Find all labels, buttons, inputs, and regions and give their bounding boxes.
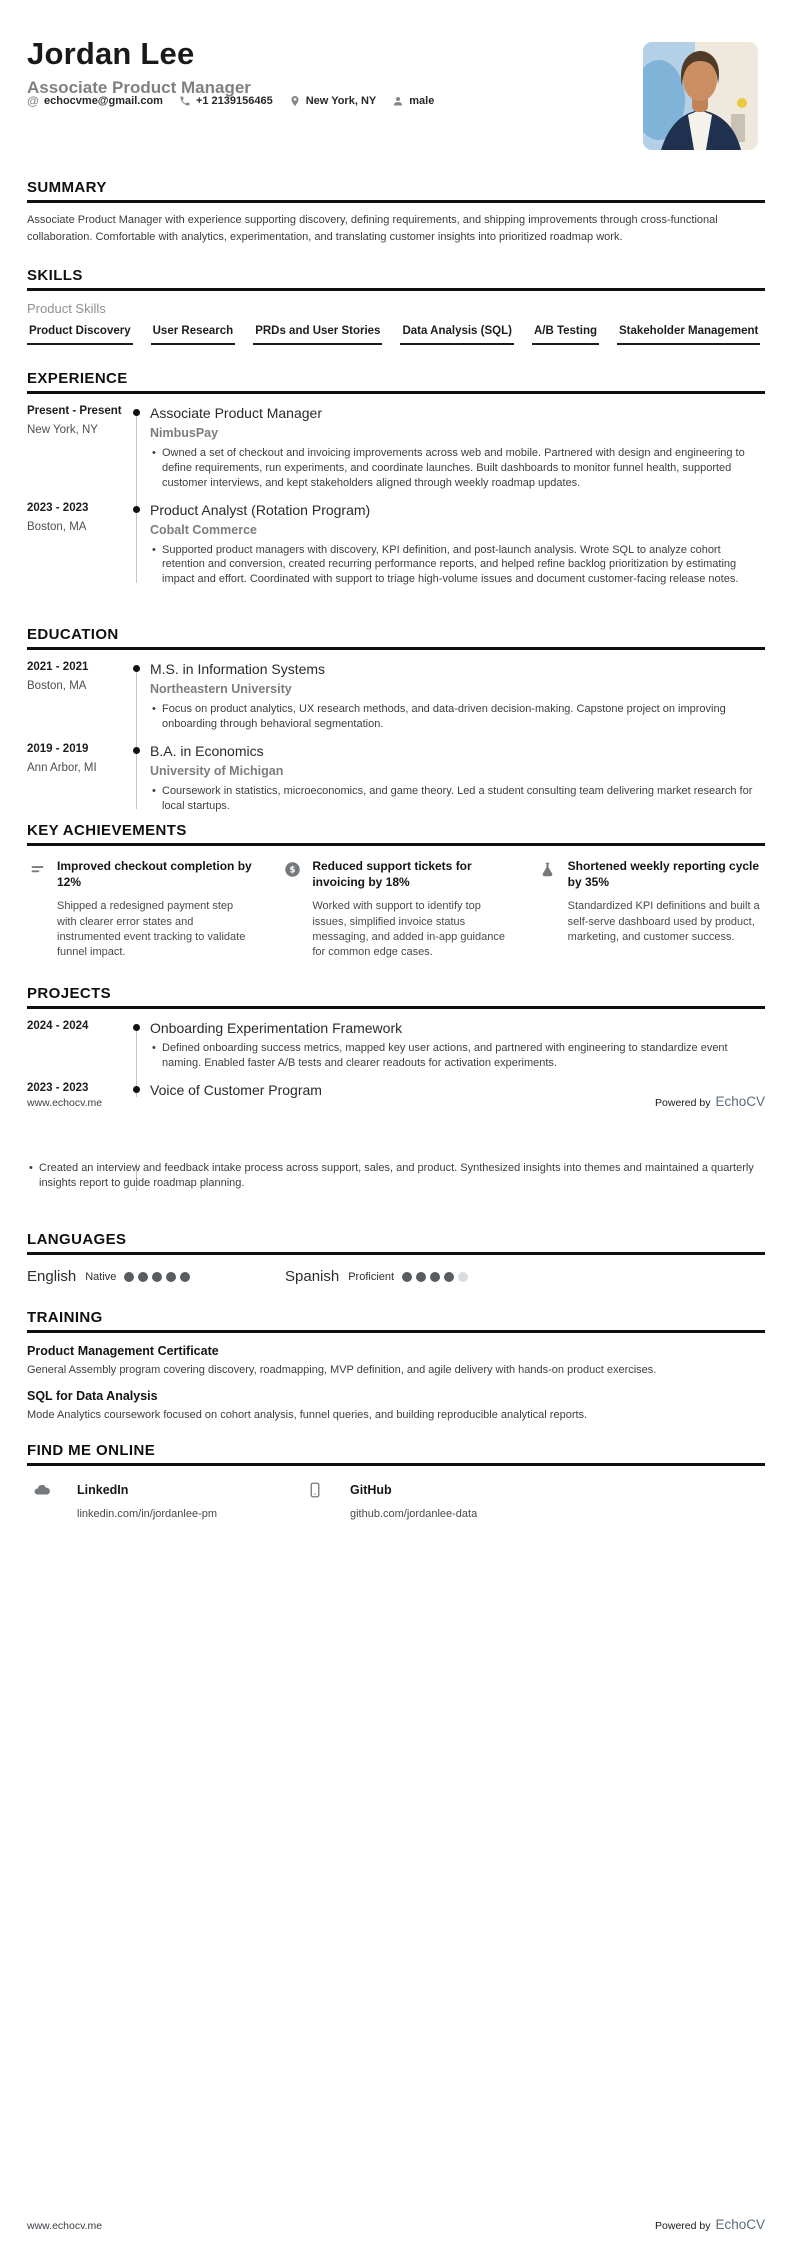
gender-item	[392, 95, 434, 107]
experience-timeline	[27, 405, 765, 589]
achievements-grid	[27, 859, 765, 961]
training-text: Mode Analytics coursework focused on cohort analysis, funnel queries, and building reproducible analytical reports.	[27, 1409, 588, 1422]
dot-filled	[430, 1272, 440, 1282]
language-item	[27, 1268, 285, 1285]
education-degree: B.A. in Economics	[150, 742, 264, 759]
online-item-linkedin	[27, 1481, 300, 1520]
footer-website-link[interactable]: www.echocv.me	[27, 2220, 103, 2232]
skills-row	[27, 325, 765, 345]
person-icon	[392, 95, 404, 107]
phone-text: +1 2139156465	[195, 95, 273, 107]
language-item	[285, 1268, 543, 1285]
email-link[interactable]	[27, 95, 163, 107]
online-heading: FIND ME ONLINE	[27, 1442, 156, 1459]
section-summary	[27, 179, 765, 246]
experience-role: Associate Product Manager	[150, 405, 322, 421]
skill-chip: PRDs and User Stories	[253, 325, 382, 345]
github-url-link[interactable]: github.com/jordanlee-data	[350, 1508, 478, 1520]
skill-chip: Stakeholder Management	[617, 325, 760, 345]
achievement-title: Shortened weekly reporting cycle by 35%	[567, 859, 760, 889]
achievement-item	[282, 859, 509, 961]
training-name: Product Management Certificate	[27, 1344, 219, 1358]
language-dots	[124, 1272, 190, 1282]
achievement-text: Standardized KPI definitions and built a self-serve dashboard used by product, marketing, and customer success.	[567, 900, 760, 943]
section-skills	[27, 267, 765, 345]
experience-location: New York, NY	[27, 424, 98, 436]
achievement-title: Improved checkout completion by 12%	[57, 859, 252, 889]
education-location: Boston, MA	[27, 680, 87, 692]
contact-row	[27, 95, 434, 107]
at-icon: @	[27, 94, 39, 108]
resume-page-2	[0, 1123, 794, 2246]
section-experience	[27, 370, 765, 598]
dot-filled	[138, 1272, 148, 1282]
email-text: echocvme@gmail.com	[44, 95, 163, 107]
dot-filled	[402, 1272, 412, 1282]
language-dots	[402, 1272, 468, 1282]
section-rule	[27, 647, 765, 650]
skills-heading: SKILLS	[27, 267, 83, 284]
page-footer	[27, 1094, 765, 1109]
section-achievements	[27, 822, 765, 961]
skill-chip: Data Analysis (SQL)	[400, 325, 514, 345]
dot-filled	[124, 1272, 134, 1282]
profile-photo	[643, 42, 758, 150]
section-education	[27, 626, 765, 824]
linkedin-url-link[interactable]: linkedin.com/in/jordanlee-pm	[77, 1508, 218, 1520]
dot-filled	[180, 1272, 190, 1282]
gender-text: male	[409, 95, 435, 107]
timeline-line	[136, 669, 137, 809]
location-item	[289, 95, 377, 107]
education-bullet: • Focus on product analytics, UX research methods, and data-driven decision-making. Capstone project on improving onboarding through behavioral segmentation.	[150, 702, 765, 732]
education-timeline	[27, 661, 765, 815]
experience-company: Cobalt Commerce	[150, 522, 257, 537]
dot-filled	[152, 1272, 162, 1282]
summary-heading: SUMMARY	[27, 179, 107, 196]
project-date: 2024 - 2024	[27, 1020, 89, 1032]
training-item	[27, 1389, 765, 1423]
training-item	[27, 1344, 765, 1378]
location-text: New York, NY	[305, 95, 377, 107]
education-degree: M.S. in Information Systems	[150, 661, 326, 677]
languages-row	[27, 1268, 765, 1285]
location-pin-icon	[289, 95, 301, 107]
online-label: GitHub	[350, 1483, 392, 1497]
training-name: SQL for Data Analysis	[27, 1389, 158, 1404]
experience-entry	[27, 502, 765, 590]
page-footer	[27, 2217, 765, 2232]
achievement-item	[27, 859, 254, 961]
online-grid	[27, 1481, 765, 1520]
section-rule	[27, 288, 765, 291]
footer-website-link[interactable]: www.echocv.me	[27, 1097, 103, 1109]
svg-text:$: $	[289, 865, 296, 876]
skills-group-label: Product Skills	[27, 301, 106, 316]
projects-heading: PROJECTS	[27, 985, 112, 1002]
project-bullet: • Created an interview and feedback intake process across support, sales, and product. Synthesized insights into themes and maintained a quarterly insights report to guide roadmap planning.	[27, 1161, 765, 1191]
experience-date: 2023 - 2023	[27, 501, 89, 514]
experience-role: Product Analyst (Rotation Program)	[150, 501, 371, 518]
flask-icon	[538, 859, 558, 878]
section-rule	[27, 200, 765, 203]
language-level: Proficient	[348, 1270, 395, 1283]
phone-icon	[179, 95, 191, 107]
dot-filled	[166, 1272, 176, 1282]
summary-text: Associate Product Manager with experience supporting discovery, defining requirements, and shipping improvements through cross-functional collaboration. Comfortable with analytics, experimentation, and translating customer insights into prioritized roadmap work.	[27, 214, 718, 244]
project-entry	[27, 1020, 765, 1073]
achievement-text: Worked with support to identify top issues, simplified invoice status messaging, and added in-app guidance for common edge cases.	[312, 900, 505, 959]
languages-heading: LANGUAGES	[27, 1231, 127, 1248]
education-school: University of Michigan	[150, 763, 284, 778]
project-name: Onboarding Experimentation Framework	[150, 1020, 403, 1036]
skill-chip: User Research	[151, 325, 236, 345]
education-heading: EDUCATION	[27, 626, 119, 643]
online-item-github	[300, 1481, 765, 1520]
powered-by-label: Powered by	[655, 2220, 711, 2232]
education-date: 2021 - 2021	[27, 661, 89, 673]
dollar-icon	[282, 859, 302, 878]
experience-bullet: • Owned a set of checkout and invoicing improvements across web and mobile. Partnered with design and engineering to define requirements, run experiments, and coordinate launches. Built dashboards to monitor funnel health, supported customer interviews, and kept stakeholders aligned through weekly roadmap updates.	[150, 446, 765, 491]
lines-icon	[27, 859, 47, 878]
experience-location: Boston, MA	[27, 520, 87, 533]
training-heading: TRAINING	[27, 1309, 103, 1326]
phone-link[interactable]	[179, 95, 273, 107]
experience-entry	[27, 405, 765, 493]
project-name: Voice of Customer Program	[150, 1081, 322, 1098]
skill-chip: A/B Testing	[532, 325, 599, 345]
smartphone-icon	[300, 1481, 330, 1499]
section-rule	[27, 1252, 765, 1255]
candidate-title: Associate Product Manager	[27, 78, 251, 97]
section-rule	[27, 1006, 765, 1009]
education-school: Northeastern University	[150, 682, 292, 696]
online-label: LinkedIn	[77, 1483, 129, 1497]
training-text: General Assembly program covering discovery, roadmapping, MVP definition, and agile delivery with hands-on product exercises.	[27, 1364, 657, 1376]
achievement-item	[538, 859, 765, 961]
language-name: Spanish	[285, 1268, 340, 1285]
language-name: English	[27, 1268, 77, 1285]
project-bullet: • Defined onboarding success metrics, mapped key user actions, and partnered with engineering to standardize event naming. Enabled faster A/B tests and clearer readouts for activation experiments.	[150, 1041, 765, 1071]
dot-empty	[458, 1272, 468, 1282]
education-entry	[27, 743, 765, 816]
education-bullet: • Coursework in statistics, microeconomics, and game theory. Led a student consulting team delivering market research for local startups.	[150, 784, 765, 814]
projects-timeline	[27, 1020, 765, 1103]
powered-by-label: Powered by	[655, 1097, 711, 1109]
cloud-icon	[27, 1481, 57, 1499]
achievement-text: Shipped a redesigned payment step with clearer error states and instrumented event tracking to validate funnel impact.	[57, 900, 246, 959]
experience-company: NimbusPay	[150, 426, 219, 440]
echocv-brand-link[interactable]: EchoCV	[715, 2217, 765, 2232]
echocv-brand-link[interactable]: EchoCV	[715, 1094, 765, 1109]
section-languages	[27, 1231, 765, 1285]
section-rule	[27, 1463, 765, 1466]
education-date: 2019 - 2019	[27, 742, 89, 755]
section-projects	[27, 985, 765, 1112]
achievement-title: Reduced support tickets for invoicing by 18%	[312, 859, 472, 889]
experience-heading: EXPERIENCE	[27, 370, 128, 387]
project-continuation	[27, 1161, 765, 1191]
skill-chip: Product Discovery	[27, 325, 133, 345]
experience-date: Present - Present	[27, 405, 122, 417]
section-training	[27, 1309, 765, 1424]
section-rule	[27, 843, 765, 846]
project-date: 2023 - 2023	[27, 1081, 89, 1094]
language-level: Native	[85, 1270, 117, 1283]
section-find-me-online	[27, 1442, 765, 1520]
dot-filled	[416, 1272, 426, 1282]
achievements-heading: KEY ACHIEVEMENTS	[27, 822, 187, 839]
candidate-name: Jordan Lee	[27, 36, 195, 71]
experience-bullet: • Supported product managers with discovery, KPI definition, and post-launch analysis. Wrote SQL to analyze cohort retention and conversion, created recurring performance reports, and helped refine backlog prioritization by estimating impact and effort. Coordinated with support to triage high-volume issues and document customer-facing release notes.	[150, 543, 765, 588]
section-rule	[27, 1330, 765, 1333]
timeline-line	[136, 413, 137, 583]
education-entry	[27, 661, 765, 734]
education-location: Ann Arbor, MI	[27, 761, 97, 774]
section-rule	[27, 391, 765, 394]
dot-filled	[444, 1272, 454, 1282]
